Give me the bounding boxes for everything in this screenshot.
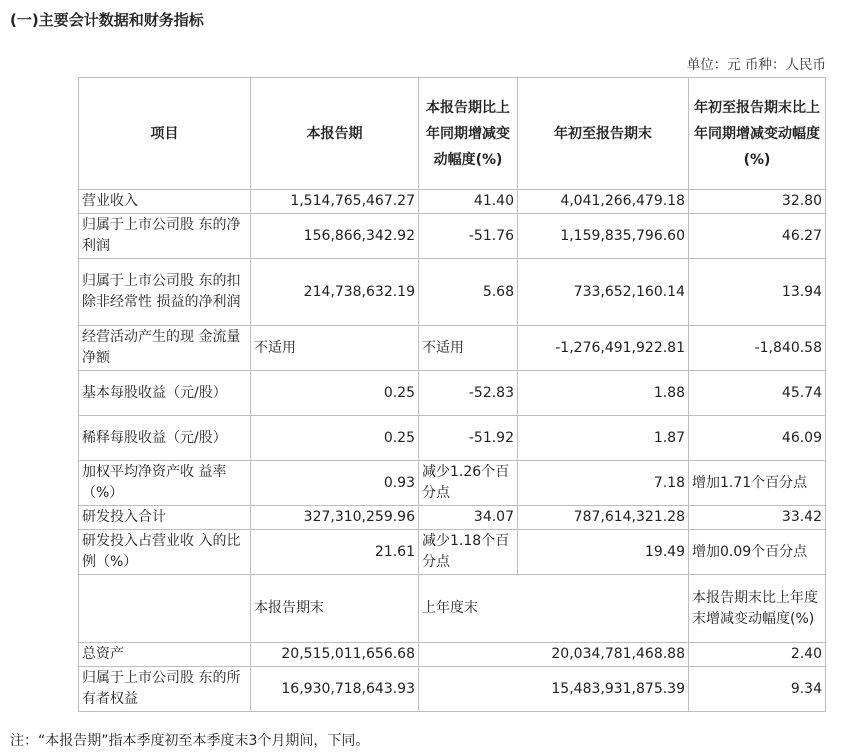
sub-header-prior-year-end: 上年度末: [419, 575, 689, 643]
row-current: 21.61: [251, 530, 419, 575]
row-current: 1,514,765,467.27: [251, 190, 419, 214]
row-item: 归属于上市公司股 东的扣除非经常性 损益的净利润: [79, 259, 251, 326]
header-current-yoy: 本报告期比上年同期增减变动幅度(%): [419, 78, 518, 190]
row-current-yoy: 5.68: [419, 259, 518, 326]
row-ytd-yoy: 46.09: [689, 416, 826, 461]
row-current-yoy: 减少1.18个百分点: [419, 530, 518, 575]
row-ytd-yoy: 13.94: [689, 259, 826, 326]
table-row: [79, 190, 826, 214]
table-row: [79, 643, 826, 667]
row-ytd-yoy: 46.27: [689, 214, 826, 259]
row-current: 不适用: [251, 326, 419, 371]
row-ytd: 7.18: [518, 461, 689, 506]
row-change: 2.40: [689, 643, 826, 667]
row-prior-year-end: 20,034,781,468.88: [419, 643, 689, 667]
sub-header-row: [79, 575, 826, 643]
row-current-yoy: -51.76: [419, 214, 518, 259]
table-row: [79, 506, 826, 530]
row-ytd-yoy: 33.42: [689, 506, 826, 530]
row-current: 0.93: [251, 461, 419, 506]
row-item: 研发投入合计: [79, 506, 251, 530]
row-ytd: 733,652,160.14: [518, 259, 689, 326]
header-current-period: 本报告期: [251, 78, 419, 190]
financial-indicators-table: [78, 77, 826, 712]
row-prior-year-end: 15,483,931,875.39: [419, 667, 689, 712]
row-item: 稀释每股收益（元/股）: [79, 416, 251, 461]
header-ytd-yoy: 年初至报告期末比上年同期增减变动幅度(%): [689, 78, 826, 190]
table-row: [79, 326, 826, 371]
row-current: 0.25: [251, 416, 419, 461]
row-item: 归属于上市公司股 东的所有者权益: [79, 667, 251, 712]
table-row: [79, 259, 826, 326]
row-current: 327,310,259.96: [251, 506, 419, 530]
table-row: [79, 371, 826, 416]
section-title: (一)主要会计数据和财务指标: [10, 11, 204, 29]
sub-header-change: 本报告期末比上年度末增减变动幅度(%): [689, 575, 826, 643]
row-ytd-yoy: 增加1.71个百分点: [689, 461, 826, 506]
sub-header-period-end: 本报告期末: [251, 575, 419, 643]
row-item: 归属于上市公司股 东的净利润: [79, 214, 251, 259]
row-item: 营业收入: [79, 190, 251, 214]
table-row: [79, 416, 826, 461]
row-item: 总资产: [79, 643, 251, 667]
row-item: 经营活动产生的现 金流量净额: [79, 326, 251, 371]
sub-header-item: [79, 575, 251, 643]
table-row: [79, 461, 826, 506]
unit-note: 单位：元 币种：人民币: [686, 57, 826, 73]
row-item: 加权平均净资产收 益率（%）: [79, 461, 251, 506]
table-row: [79, 667, 826, 712]
row-current: 156,866,342.92: [251, 214, 419, 259]
row-ytd: 1.88: [518, 371, 689, 416]
row-period-end: 20,515,011,656.68: [251, 643, 419, 667]
row-current: 0.25: [251, 371, 419, 416]
row-ytd: 1.87: [518, 416, 689, 461]
row-item: 基本每股收益（元/股）: [79, 371, 251, 416]
row-ytd-yoy: -1,840.58: [689, 326, 826, 371]
row-ytd: 4,041,266,479.18: [518, 190, 689, 214]
row-current-yoy: 不适用: [419, 326, 518, 371]
row-current-yoy: 34.07: [419, 506, 518, 530]
table-row: [79, 530, 826, 575]
row-ytd-yoy: 32.80: [689, 190, 826, 214]
header-item: 项目: [79, 78, 251, 190]
row-change: 9.34: [689, 667, 826, 712]
row-item: 研发投入占营业收 入的比例（%）: [79, 530, 251, 575]
row-current-yoy: 41.40: [419, 190, 518, 214]
row-ytd: 787,614,321.28: [518, 506, 689, 530]
row-current: 214,738,632.19: [251, 259, 419, 326]
footnote: 注：“本报告期”指本季度初至本季度末3个月期间，下同。: [10, 733, 370, 749]
table-row: [79, 214, 826, 259]
row-period-end: 16,930,718,643.93: [251, 667, 419, 712]
row-current-yoy: 减少1.26个百分点: [419, 461, 518, 506]
row-current-yoy: -52.83: [419, 371, 518, 416]
row-ytd-yoy: 45.74: [689, 371, 826, 416]
row-ytd: -1,276,491,922.81: [518, 326, 689, 371]
row-ytd: 19.49: [518, 530, 689, 575]
row-ytd: 1,159,835,796.60: [518, 214, 689, 259]
table-header-row: [79, 78, 826, 190]
row-current-yoy: -51.92: [419, 416, 518, 461]
header-ytd: 年初至报告期末: [518, 78, 689, 190]
row-ytd-yoy: 增加0.09个百分点: [689, 530, 826, 575]
